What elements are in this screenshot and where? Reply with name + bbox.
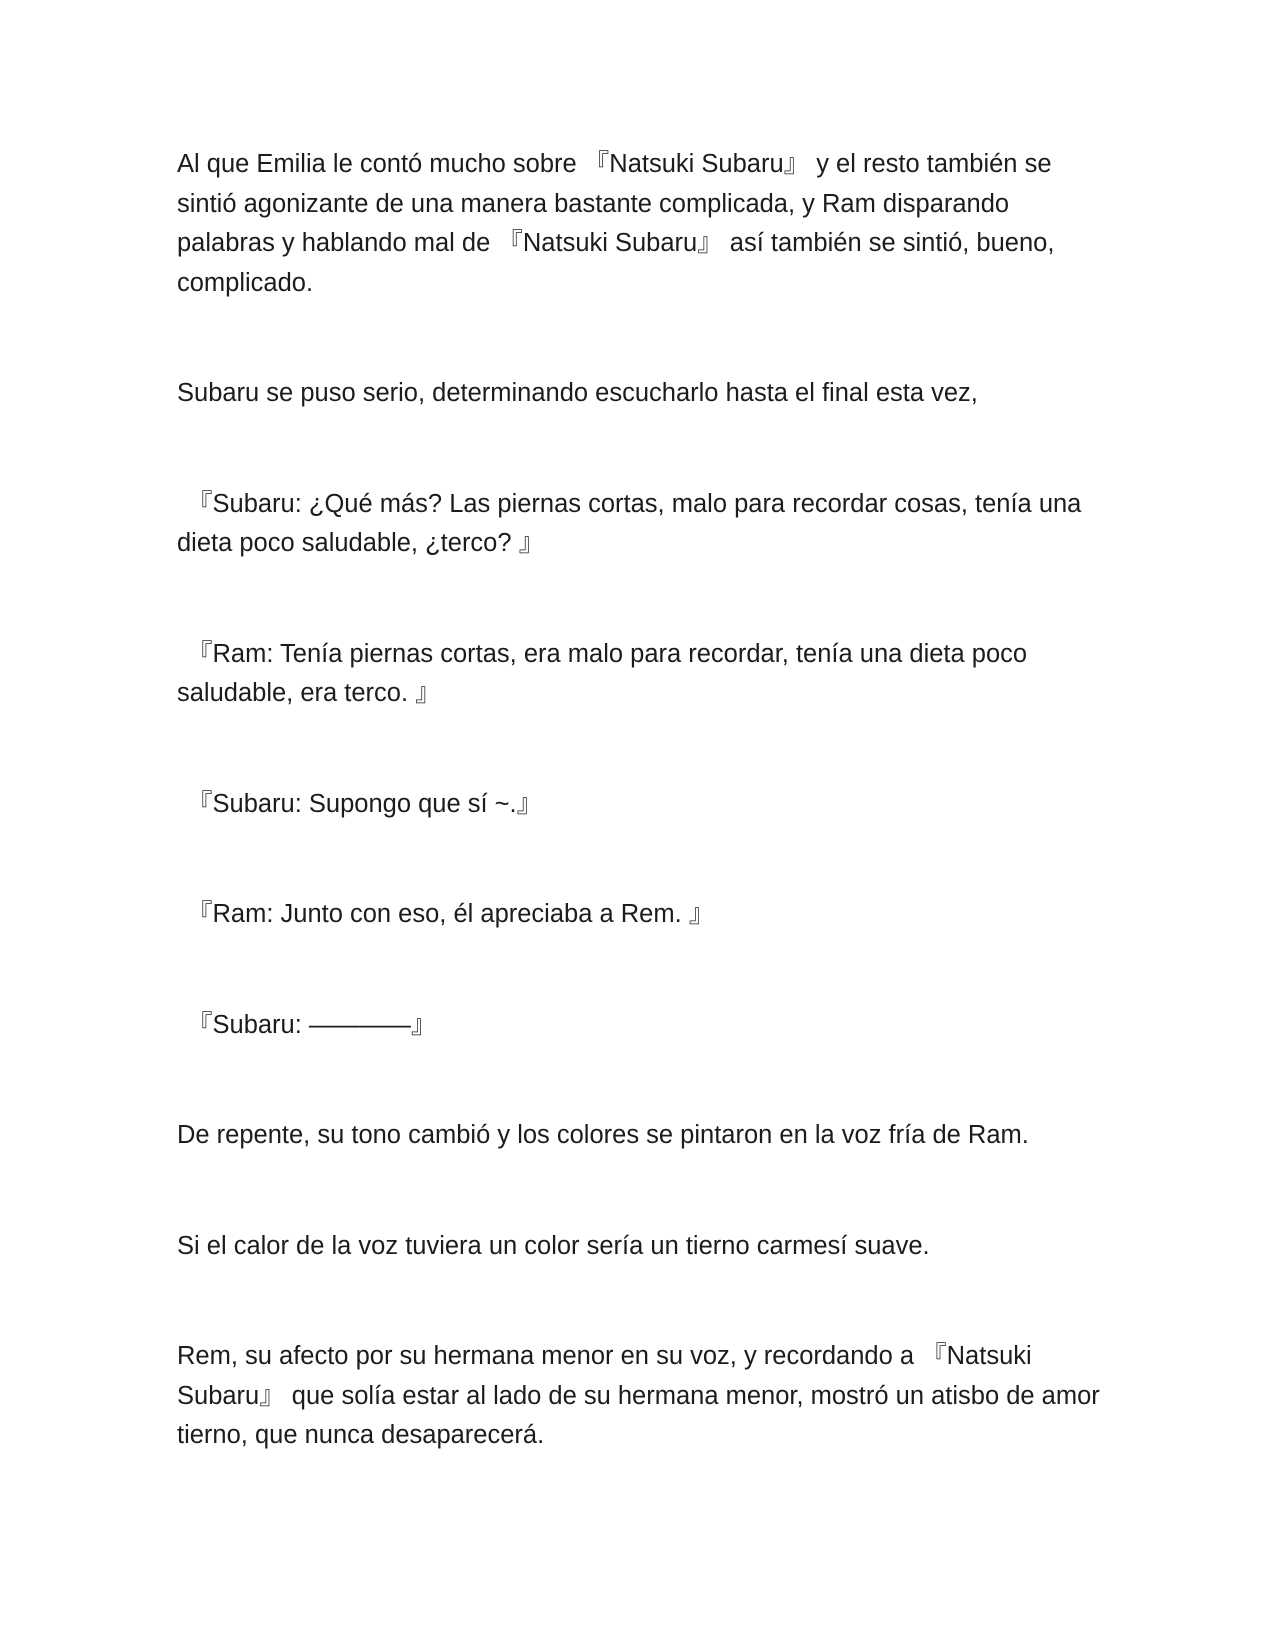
dialogue-ram-2: 『Ram: Junto con eso, él apreciaba a Rem. 』 xyxy=(187,900,715,928)
paragraph-narration-5: Rem, su afecto por su hermana menor en su voz, y recordando a 『Natsuki Subaru』 que solía estar al lado de su hermana menor, mostró un atisbo de amor tierno, que nunca desaparecerá. xyxy=(177,1342,1100,1449)
dialogue-subaru-3: 『Subaru: ————』 xyxy=(187,1010,437,1039)
document-body xyxy=(177,145,1107,1456)
dialogue-ram-1: 『Ram: Tenía piernas cortas, era malo para recordar, tenía una dieta poco saludable, era terco. 』 xyxy=(177,639,1028,707)
dialogue-subaru-2: 『Subaru: Supongo que sí ~.』 xyxy=(187,789,543,818)
paragraph-narration-1: Al que Emilia le contó mucho sobre 『Natsuki Subaru』 y el resto también se sintió agonizante de una manera bastante complicada, y Ram disparando palabras y hablando mal de 『Natsuki Subaru』 así también se sintió, bueno, complicado. xyxy=(177,150,1055,297)
dialogue-subaru-1: 『Subaru: ¿Qué más? Las piernas cortas, malo para recordar cosas, tenía una dieta poco saludable, ¿terco? 』 xyxy=(177,489,1082,557)
paragraph-narration-4: Si el calor de la voz tuviera un color sería un tierno carmesí suave. xyxy=(177,1231,930,1260)
paragraph-narration-2: Subaru se puso serio, determinando escucharlo hasta el final esta vez, xyxy=(177,379,978,407)
paragraph-narration-3: De repente, su tono cambió y los colores se pintaron en la voz fría de Ram. xyxy=(177,1121,1029,1149)
